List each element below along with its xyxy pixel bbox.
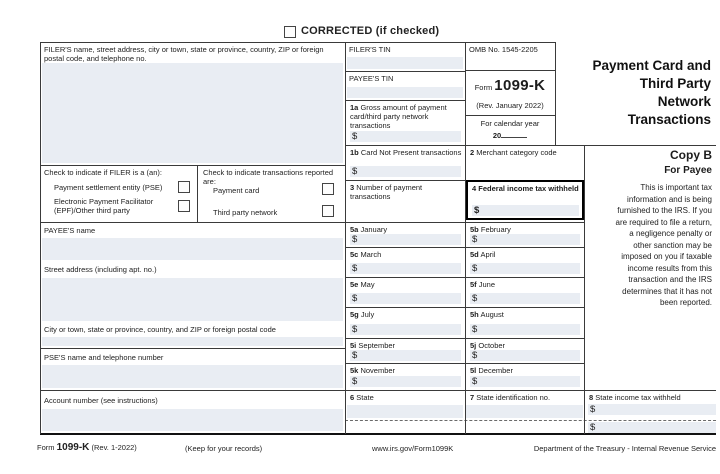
for-payee-label: For Payee <box>664 165 712 176</box>
box-7-field[interactable] <box>466 405 583 418</box>
revision-label: (Rev. January 2022) <box>476 101 544 110</box>
box-5l-amount-field[interactable] <box>470 376 580 387</box>
box-5j-cell <box>466 339 583 362</box>
payment-card-checkbox-label: Payment card <box>213 186 260 195</box>
payee-tin-label: PAYEE'S TIN <box>349 74 394 83</box>
corrected-checkbox[interactable] <box>284 26 296 38</box>
box-5i-label: 5i September <box>350 341 396 350</box>
box-5d-amount-field[interactable] <box>470 263 580 274</box>
dollar-sign: $ <box>352 131 358 142</box>
divider <box>197 165 198 222</box>
city-field[interactable] <box>42 337 343 346</box>
pse-checkbox[interactable] <box>178 181 190 193</box>
box-5e-amount-field[interactable] <box>350 293 461 304</box>
box-5j-label: 5j October <box>470 341 506 350</box>
form-title-line: Third Party <box>639 76 711 91</box>
box-8-amount-field-1[interactable] <box>588 404 716 415</box>
box-6-field[interactable] <box>347 405 463 418</box>
footer-revision: (Rev. 1-2022) <box>91 443 137 452</box>
divider <box>40 390 716 391</box>
payee-name-field[interactable] <box>42 238 343 260</box>
form-bottom-border <box>40 433 716 435</box>
divider <box>584 145 585 434</box>
box-5k-cell <box>346 364 464 389</box>
epf-checkbox[interactable] <box>178 200 190 212</box>
box-5l-cell <box>466 364 583 389</box>
dollar-sign: $ <box>472 293 478 304</box>
form-title <box>553 57 711 129</box>
calendar-year-prefix: 20 <box>492 131 502 140</box>
street-address-label: Street address (including apt. no.) <box>44 265 157 274</box>
check-transactions-heading: Check to indicate transactions reported are: <box>203 168 334 186</box>
box-3-cell[interactable] <box>346 181 464 221</box>
form-number-block <box>465 77 555 94</box>
box-1b-amount-field[interactable] <box>350 166 461 177</box>
box-5d-cell <box>466 248 583 276</box>
form-title-line: Payment Card and <box>592 58 711 73</box>
divider <box>345 71 465 72</box>
payee-name-label: PAYEE'S name <box>44 226 96 235</box>
box-8-label: 8 State income tax withheld <box>589 393 681 402</box>
divider <box>40 42 41 434</box>
form-title-line: Network <box>657 94 711 109</box>
calendar-year-blank[interactable] <box>501 129 527 138</box>
box-5j-amount-field[interactable] <box>470 350 580 361</box>
box-4-amount-field[interactable] <box>472 205 579 216</box>
dollar-sign: $ <box>352 293 358 304</box>
box-3-label: 3 Number of payment transactions <box>350 183 423 201</box>
check-filer-heading: Check to indicate if FILER is a (an): <box>44 168 162 177</box>
form-number: 1099-K <box>494 77 546 94</box>
payee-tin-field[interactable] <box>347 87 463 98</box>
form-word: Form <box>474 83 493 92</box>
divider <box>465 115 555 116</box>
box-5h-label: 5h August <box>470 310 504 319</box>
box-5b-label: 5b February <box>470 225 511 234</box>
copy-b-block <box>590 148 712 177</box>
box-1a-cell <box>346 101 464 144</box>
filer-info-field[interactable] <box>42 63 343 163</box>
footer-form-id <box>37 442 137 453</box>
box-5e-label: 5e May <box>350 280 375 289</box>
box-5b-amount-field[interactable] <box>470 234 580 245</box>
street-address-field[interactable] <box>42 278 343 321</box>
box-1b-label: 1b Card Not Present transactions <box>350 148 462 157</box>
divider <box>465 70 555 71</box>
dollar-sign: $ <box>472 324 478 335</box>
box-5b-cell <box>466 223 583 246</box>
state-row-dashed-divider <box>345 420 716 421</box>
box-4-label: 4 Federal income tax withheld <box>472 184 579 193</box>
box-1a-amount-field[interactable] <box>350 131 461 142</box>
dollar-sign: $ <box>352 350 358 361</box>
box-5i-amount-field[interactable] <box>350 350 461 361</box>
corrected-label: CORRECTED (if checked) <box>301 25 440 37</box>
box-5f-label: 5f June <box>470 280 496 289</box>
box-5a-cell <box>346 223 464 246</box>
box-5c-cell <box>346 248 464 276</box>
box-1a-label: 1a Gross amount of payment card/third party network transactions <box>350 103 447 130</box>
box-5f-amount-field[interactable] <box>470 293 580 304</box>
box-5c-label: 5c March <box>350 250 382 259</box>
account-number-label: Account number (see instructions) <box>44 396 158 405</box>
footer-form-word: Form <box>37 443 55 452</box>
calendar-year-label: For calendar year <box>480 119 540 128</box>
epf-checkbox-label: Electronic Payment Facilitator (EPF)/Other third party <box>54 197 154 215</box>
box-5d-label: 5d April <box>470 250 496 259</box>
box-5g-label: 5g July <box>350 310 375 319</box>
box-5g-cell <box>346 308 464 337</box>
pse-name-field[interactable] <box>42 365 343 388</box>
footer-irs-url: www.irs.gov/Form1099K <box>372 444 454 453</box>
omb-number: OMB No. 1545-2205 <box>469 45 538 54</box>
box-5c-amount-field[interactable] <box>350 263 461 274</box>
box-2-label: 2 Merchant category code <box>470 148 557 157</box>
third-party-network-checkbox-label: Third party network <box>213 208 278 217</box>
box-5g-amount-field[interactable] <box>350 324 461 335</box>
city-label: City or town, state or province, country, and ZIP or foreign postal code <box>44 325 276 334</box>
box-5e-cell <box>346 278 464 306</box>
box-6-label: 6 State <box>350 393 374 402</box>
box-5h-amount-field[interactable] <box>470 324 580 335</box>
dollar-sign: $ <box>352 166 358 177</box>
dollar-sign: $ <box>474 205 480 216</box>
dollar-sign: $ <box>352 324 358 335</box>
divider <box>40 42 555 43</box>
box-8-amount-field-2[interactable] <box>588 422 716 433</box>
third-party-network-checkbox[interactable] <box>322 205 334 217</box>
box-2-cell[interactable] <box>466 146 583 179</box>
divider <box>40 165 345 166</box>
footer-form-number: 1099-K <box>56 442 90 453</box>
dollar-sign: $ <box>472 234 478 245</box>
dollar-sign: $ <box>472 350 478 361</box>
box-5a-amount-field[interactable] <box>350 234 461 245</box>
dollar-sign: $ <box>352 376 358 387</box>
box-5k-label: 5k November <box>350 366 396 375</box>
box-5a-label: 5a January <box>350 225 388 234</box>
filer-tin-label: FILER'S TIN <box>349 45 391 54</box>
pse-checkbox-label: Payment settlement entity (PSE) <box>54 183 163 192</box>
divider <box>40 348 345 349</box>
copy-b-label: Copy B <box>670 148 712 162</box>
form-title-line: Transactions <box>627 112 711 127</box>
dollar-sign: $ <box>472 376 478 387</box>
filer-tin-field[interactable] <box>347 57 463 69</box>
box-1b-cell <box>346 146 464 179</box>
box-5i-cell <box>346 339 464 362</box>
dollar-sign: $ <box>352 234 358 245</box>
box-5f-cell <box>466 278 583 306</box>
account-number-field[interactable] <box>42 409 343 431</box>
footer-treasury-label: Department of the Treasury - Internal Revenue Service <box>533 444 716 453</box>
box-5l-label: 5l December <box>470 366 513 375</box>
footer-keep-note: (Keep for your records) <box>185 444 263 453</box>
payee-notice-text: This is important tax information and is being furnished to the IRS. If you are required to file a return, a negligence penalty or other sanction may be imposed on you if taxable income results from this transaction and the IRS determines that it has not been reported. <box>615 183 712 307</box>
box-7-label: 7 State identification no. <box>470 393 551 402</box>
filer-info-label: FILER'S name, street address, city or town, state or province, country, ZIP or foreign postal code, and telephone no. <box>44 45 324 63</box>
box-5h-cell <box>466 308 583 337</box>
box-5k-amount-field[interactable] <box>350 376 461 387</box>
box-4-cell <box>466 180 584 220</box>
dollar-sign: $ <box>352 263 358 274</box>
dollar-sign: $ <box>590 404 596 415</box>
dollar-sign: $ <box>590 422 596 433</box>
dollar-sign: $ <box>472 263 478 274</box>
calendar-year-entry[interactable] <box>465 129 555 140</box>
payment-card-checkbox[interactable] <box>322 183 334 195</box>
pse-name-label: PSE'S name and telephone number <box>44 353 164 362</box>
